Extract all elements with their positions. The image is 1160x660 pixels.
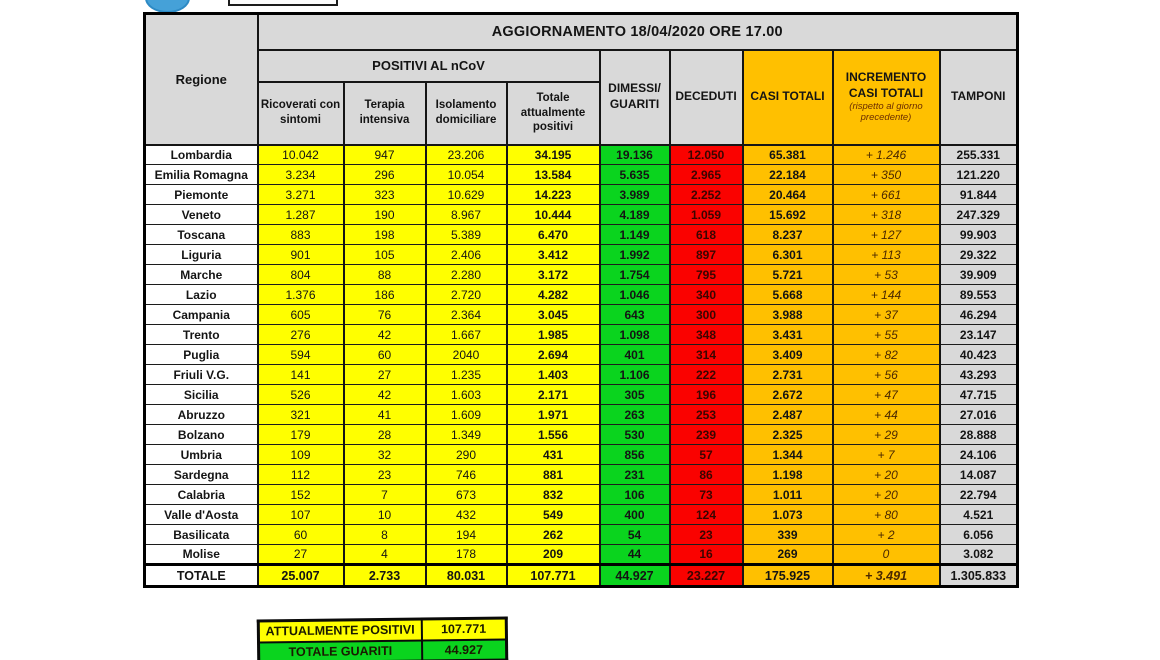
cell-casi-totali: 2.731 [743, 365, 833, 385]
legend-row-positivi [258, 618, 506, 642]
cell-terapia-intensiva: 8 [344, 525, 426, 545]
cell-totale-attualmente-positivi: 209 [507, 545, 600, 565]
cell-ricoverati-con-sintomi: 901 [258, 245, 344, 265]
cell-incremento-casi-totali: + 47 [833, 385, 940, 405]
cell-terapia-intensiva: 4 [344, 545, 426, 565]
cell-totale-attualmente-positivi: 1.985 [507, 325, 600, 345]
cell-deceduti: 2.965 [670, 165, 743, 185]
cropped-header-box [228, 0, 338, 6]
cell-tamponi: 23.147 [940, 325, 1018, 345]
cell-ricoverati-con-sintomi: 1.376 [258, 285, 344, 305]
column-header-deceduti: DECEDUTI [670, 50, 743, 145]
cell-ricoverati-con-sintomi: 321 [258, 405, 344, 425]
cell-terapia-intensiva: 76 [344, 305, 426, 325]
cell-casi-totali: 1.011 [743, 485, 833, 505]
cell-totale-attualmente-positivi: 1.403 [507, 365, 600, 385]
cell-terapia-intensiva: 7 [344, 485, 426, 505]
cell-ricoverati-con-sintomi: 605 [258, 305, 344, 325]
cell-casi-totali: 5.668 [743, 285, 833, 305]
cell-regione: Lombardia [145, 145, 258, 165]
cell-ricoverati-con-sintomi: 883 [258, 225, 344, 245]
cell-isolamento-domiciliare: 2.280 [426, 265, 507, 285]
cell-tamponi: 40.423 [940, 345, 1018, 365]
cell-dimessi-guariti: 400 [600, 505, 670, 525]
cell-totale-attualmente-positivi: 3.412 [507, 245, 600, 265]
cell-deceduti: 23 [670, 525, 743, 545]
cell-terapia-intensiva: 60 [344, 345, 426, 365]
cell-regione: Piemonte [145, 185, 258, 205]
cell-isolamento-domiciliare: 673 [426, 485, 507, 505]
cell-regione: Basilicata [145, 525, 258, 545]
cell-deceduti: 57 [670, 445, 743, 465]
total-cell-deceduti: 23.227 [670, 565, 743, 587]
legend-label-attualmente-positivi: ATTUALMENTE POSITIVI [258, 619, 421, 642]
cell-deceduti: 253 [670, 405, 743, 425]
cell-isolamento-domiciliare: 746 [426, 465, 507, 485]
cell-tamponi: 89.553 [940, 285, 1018, 305]
cell-isolamento-domiciliare: 2.720 [426, 285, 507, 305]
cell-casi-totali: 20.464 [743, 185, 833, 205]
region-row [145, 225, 1018, 245]
cell-isolamento-domiciliare: 178 [426, 545, 507, 565]
cell-tamponi: 29.322 [940, 245, 1018, 265]
column-header-totale-positivi: Totale attualmente positivi [507, 82, 600, 145]
cell-dimessi-guariti: 1.046 [600, 285, 670, 305]
cell-totale-attualmente-positivi: 3.172 [507, 265, 600, 285]
cell-casi-totali: 269 [743, 545, 833, 565]
cell-tamponi: 46.294 [940, 305, 1018, 325]
cell-deceduti: 618 [670, 225, 743, 245]
cell-incremento-casi-totali: + 20 [833, 465, 940, 485]
cell-regione: Sardegna [145, 465, 258, 485]
legend-row-guariti [259, 639, 507, 660]
cell-regione: Lazio [145, 285, 258, 305]
column-header-terapia-intensiva: Terapia intensiva [344, 82, 426, 145]
total-cell-casi-totali: 175.925 [743, 565, 833, 587]
column-header-incremento [833, 50, 940, 145]
cell-tamponi: 24.106 [940, 445, 1018, 465]
cell-incremento-casi-totali: + 53 [833, 265, 940, 285]
cell-incremento-casi-totali: + 37 [833, 305, 940, 325]
cell-tamponi: 43.293 [940, 365, 1018, 385]
cell-tamponi: 14.087 [940, 465, 1018, 485]
legend-value-attualmente-positivi: 107.771 [421, 618, 506, 640]
region-row [145, 525, 1018, 545]
region-row [145, 545, 1018, 565]
cell-dimessi-guariti: 1.106 [600, 365, 670, 385]
cell-incremento-casi-totali: + 113 [833, 245, 940, 265]
cell-dimessi-guariti: 1.992 [600, 245, 670, 265]
summary-legend [257, 616, 509, 660]
cell-deceduti: 314 [670, 345, 743, 365]
cell-deceduti: 86 [670, 465, 743, 485]
region-row [145, 305, 1018, 325]
cell-deceduti: 795 [670, 265, 743, 285]
cell-isolamento-domiciliare: 10.054 [426, 165, 507, 185]
cell-totale-attualmente-positivi: 2.694 [507, 345, 600, 365]
cell-isolamento-domiciliare: 290 [426, 445, 507, 465]
incremento-label: INCREMENTO CASI TOTALI [845, 69, 927, 100]
cell-deceduti: 300 [670, 305, 743, 325]
cell-regione: Marche [145, 265, 258, 285]
cell-incremento-casi-totali: 0 [833, 545, 940, 565]
cell-deceduti: 16 [670, 545, 743, 565]
cell-casi-totali: 339 [743, 525, 833, 545]
cell-casi-totali: 6.301 [743, 245, 833, 265]
cell-ricoverati-con-sintomi: 804 [258, 265, 344, 285]
cell-terapia-intensiva: 88 [344, 265, 426, 285]
cell-dimessi-guariti: 4.189 [600, 205, 670, 225]
cell-casi-totali: 3.409 [743, 345, 833, 365]
cell-incremento-casi-totali: + 44 [833, 405, 940, 425]
cell-deceduti: 348 [670, 325, 743, 345]
cell-terapia-intensiva: 28 [344, 425, 426, 445]
cell-ricoverati-con-sintomi: 1.287 [258, 205, 344, 225]
cell-casi-totali: 1.198 [743, 465, 833, 485]
cell-tamponi: 255.331 [940, 145, 1018, 165]
cell-regione: Emilia Romagna [145, 165, 258, 185]
cell-totale-attualmente-positivi: 10.444 [507, 205, 600, 225]
total-cell-tamponi: 1.305.833 [940, 565, 1018, 587]
cell-regione: Umbria [145, 445, 258, 465]
region-row [145, 385, 1018, 405]
cell-terapia-intensiva: 23 [344, 465, 426, 485]
cell-incremento-casi-totali: + 661 [833, 185, 940, 205]
cell-regione: Toscana [145, 225, 258, 245]
cell-isolamento-domiciliare: 194 [426, 525, 507, 545]
total-cell-regione: TOTALE [145, 565, 258, 587]
cell-ricoverati-con-sintomi: 526 [258, 385, 344, 405]
cell-isolamento-domiciliare: 23.206 [426, 145, 507, 165]
cell-casi-totali: 2.325 [743, 425, 833, 445]
region-row [145, 185, 1018, 205]
cell-ricoverati-con-sintomi: 10.042 [258, 145, 344, 165]
cell-dimessi-guariti: 1.754 [600, 265, 670, 285]
cell-ricoverati-con-sintomi: 141 [258, 365, 344, 385]
cell-ricoverati-con-sintomi: 3.234 [258, 165, 344, 185]
cell-totale-attualmente-positivi: 881 [507, 465, 600, 485]
cell-regione: Veneto [145, 205, 258, 225]
legend-value-totale-guariti: 44.927 [421, 639, 506, 660]
cell-terapia-intensiva: 41 [344, 405, 426, 425]
cell-totale-attualmente-positivi: 14.223 [507, 185, 600, 205]
column-header-ricoverati: Ricoverati con sintomi [258, 82, 344, 145]
cell-ricoverati-con-sintomi: 179 [258, 425, 344, 445]
cell-regione: Campania [145, 305, 258, 325]
cell-regione: Abruzzo [145, 405, 258, 425]
cell-totale-attualmente-positivi: 2.171 [507, 385, 600, 405]
cell-isolamento-domiciliare: 432 [426, 505, 507, 525]
cell-deceduti: 73 [670, 485, 743, 505]
cell-incremento-casi-totali: + 2 [833, 525, 940, 545]
cell-casi-totali: 15.692 [743, 205, 833, 225]
cell-terapia-intensiva: 186 [344, 285, 426, 305]
cell-ricoverati-con-sintomi: 109 [258, 445, 344, 465]
cell-tamponi: 3.082 [940, 545, 1018, 565]
cell-terapia-intensiva: 190 [344, 205, 426, 225]
cell-incremento-casi-totali: + 1.246 [833, 145, 940, 165]
cell-regione: Molise [145, 545, 258, 565]
cell-isolamento-domiciliare: 1.603 [426, 385, 507, 405]
cell-dimessi-guariti: 5.635 [600, 165, 670, 185]
cell-casi-totali: 8.237 [743, 225, 833, 245]
cell-incremento-casi-totali: + 7 [833, 445, 940, 465]
cell-deceduti: 222 [670, 365, 743, 385]
cell-isolamento-domiciliare: 8.967 [426, 205, 507, 225]
cell-regione: Calabria [145, 485, 258, 505]
cell-dimessi-guariti: 3.989 [600, 185, 670, 205]
cell-casi-totali: 5.721 [743, 265, 833, 285]
cell-casi-totali: 22.184 [743, 165, 833, 185]
region-row [145, 365, 1018, 385]
cell-terapia-intensiva: 42 [344, 325, 426, 345]
cell-casi-totali: 1.073 [743, 505, 833, 525]
cell-totale-attualmente-positivi: 262 [507, 525, 600, 545]
cell-tamponi: 4.521 [940, 505, 1018, 525]
region-row [145, 145, 1018, 165]
cell-ricoverati-con-sintomi: 3.271 [258, 185, 344, 205]
total-cell-terapia-intensiva: 2.733 [344, 565, 426, 587]
total-cell-isolamento-domiciliare: 80.031 [426, 565, 507, 587]
cell-totale-attualmente-positivi: 3.045 [507, 305, 600, 325]
cell-incremento-casi-totali: + 55 [833, 325, 940, 345]
cell-regione: Liguria [145, 245, 258, 265]
cell-dimessi-guariti: 643 [600, 305, 670, 325]
cell-regione: Valle d'Aosta [145, 505, 258, 525]
cell-ricoverati-con-sintomi: 60 [258, 525, 344, 545]
cell-tamponi: 247.329 [940, 205, 1018, 225]
cell-dimessi-guariti: 19.136 [600, 145, 670, 165]
cell-terapia-intensiva: 323 [344, 185, 426, 205]
region-row [145, 465, 1018, 485]
cell-terapia-intensiva: 32 [344, 445, 426, 465]
table-body [145, 145, 1018, 587]
cell-deceduti: 1.059 [670, 205, 743, 225]
cell-incremento-casi-totali: + 80 [833, 505, 940, 525]
cell-isolamento-domiciliare: 1.609 [426, 405, 507, 425]
cell-ricoverati-con-sintomi: 107 [258, 505, 344, 525]
cell-ricoverati-con-sintomi: 276 [258, 325, 344, 345]
cell-regione: Bolzano [145, 425, 258, 445]
cell-totale-attualmente-positivi: 549 [507, 505, 600, 525]
cell-dimessi-guariti: 401 [600, 345, 670, 365]
cell-dimessi-guariti: 530 [600, 425, 670, 445]
region-row [145, 265, 1018, 285]
region-row [145, 285, 1018, 305]
cell-incremento-casi-totali: + 82 [833, 345, 940, 365]
total-cell-dimessi-guariti: 44.927 [600, 565, 670, 587]
cell-regione: Puglia [145, 345, 258, 365]
incremento-sublabel: (rispetto al giorno precedente) [849, 101, 923, 124]
cell-totale-attualmente-positivi: 832 [507, 485, 600, 505]
cell-isolamento-domiciliare: 2.406 [426, 245, 507, 265]
region-row [145, 425, 1018, 445]
cell-dimessi-guariti: 54 [600, 525, 670, 545]
cell-deceduti: 124 [670, 505, 743, 525]
total-cell-incremento-casi-totali: + 3.491 [833, 565, 940, 587]
cell-incremento-casi-totali: + 20 [833, 485, 940, 505]
cell-dimessi-guariti: 231 [600, 465, 670, 485]
cell-tamponi: 99.903 [940, 225, 1018, 245]
cell-isolamento-domiciliare: 1.349 [426, 425, 507, 445]
region-row [145, 345, 1018, 365]
cell-incremento-casi-totali: + 350 [833, 165, 940, 185]
cell-casi-totali: 3.988 [743, 305, 833, 325]
cell-deceduti: 340 [670, 285, 743, 305]
cell-isolamento-domiciliare: 5.389 [426, 225, 507, 245]
cell-totale-attualmente-positivi: 34.195 [507, 145, 600, 165]
cell-ricoverati-con-sintomi: 152 [258, 485, 344, 505]
cell-totale-attualmente-positivi: 13.584 [507, 165, 600, 185]
cell-regione: Trento [145, 325, 258, 345]
cell-terapia-intensiva: 42 [344, 385, 426, 405]
cell-terapia-intensiva: 296 [344, 165, 426, 185]
cell-isolamento-domiciliare: 2.364 [426, 305, 507, 325]
cell-deceduti: 897 [670, 245, 743, 265]
total-row [145, 565, 1018, 587]
cell-deceduti: 12.050 [670, 145, 743, 165]
cell-terapia-intensiva: 27 [344, 365, 426, 385]
region-row [145, 405, 1018, 425]
cell-isolamento-domiciliare: 1.235 [426, 365, 507, 385]
cell-dimessi-guariti: 263 [600, 405, 670, 425]
cell-tamponi: 121.220 [940, 165, 1018, 185]
total-cell-ricoverati-con-sintomi: 25.007 [258, 565, 344, 587]
cell-dimessi-guariti: 305 [600, 385, 670, 405]
cell-totale-attualmente-positivi: 4.282 [507, 285, 600, 305]
update-banner: AGGIORNAMENTO 18/04/2020 ORE 17.00 [258, 14, 1018, 50]
cell-terapia-intensiva: 10 [344, 505, 426, 525]
region-row [145, 165, 1018, 185]
cell-ricoverati-con-sintomi: 594 [258, 345, 344, 365]
cell-casi-totali: 2.672 [743, 385, 833, 405]
region-row [145, 445, 1018, 465]
cell-totale-attualmente-positivi: 1.971 [507, 405, 600, 425]
cell-incremento-casi-totali: + 127 [833, 225, 940, 245]
cell-terapia-intensiva: 947 [344, 145, 426, 165]
legend-label-totale-guariti: TOTALE GUARITI [259, 640, 422, 660]
cell-totale-attualmente-positivi: 431 [507, 445, 600, 465]
cell-dimessi-guariti: 44 [600, 545, 670, 565]
covid-region-table [143, 12, 1019, 588]
cell-terapia-intensiva: 105 [344, 245, 426, 265]
cell-tamponi: 22.794 [940, 485, 1018, 505]
cell-casi-totali: 1.344 [743, 445, 833, 465]
region-row [145, 205, 1018, 225]
cell-deceduti: 2.252 [670, 185, 743, 205]
cell-dimessi-guariti: 856 [600, 445, 670, 465]
region-row [145, 485, 1018, 505]
region-row [145, 325, 1018, 345]
region-row [145, 505, 1018, 525]
cell-tamponi: 28.888 [940, 425, 1018, 445]
region-row [145, 245, 1018, 265]
cell-deceduti: 196 [670, 385, 743, 405]
cell-tamponi: 27.016 [940, 405, 1018, 425]
column-header-casi-totali: CASI TOTALI [743, 50, 833, 145]
cell-tamponi: 39.909 [940, 265, 1018, 285]
cell-totale-attualmente-positivi: 6.470 [507, 225, 600, 245]
cell-tamponi: 91.844 [940, 185, 1018, 205]
column-header-isolamento: Isolamento domiciliare [426, 82, 507, 145]
cell-isolamento-domiciliare: 10.629 [426, 185, 507, 205]
cell-tamponi: 47.715 [940, 385, 1018, 405]
cell-deceduti: 239 [670, 425, 743, 445]
cell-incremento-casi-totali: + 29 [833, 425, 940, 445]
column-header-regione: Regione [145, 14, 258, 145]
cell-casi-totali: 3.431 [743, 325, 833, 345]
column-header-dimessi-guariti: DIMESSI/ GUARITI [600, 50, 670, 145]
cell-totale-attualmente-positivi: 1.556 [507, 425, 600, 445]
cell-ricoverati-con-sintomi: 27 [258, 545, 344, 565]
cell-dimessi-guariti: 1.149 [600, 225, 670, 245]
cell-regione: Friuli V.G. [145, 365, 258, 385]
cell-incremento-casi-totali: + 56 [833, 365, 940, 385]
cell-casi-totali: 2.487 [743, 405, 833, 425]
cell-ricoverati-con-sintomi: 112 [258, 465, 344, 485]
cell-tamponi: 6.056 [940, 525, 1018, 545]
column-header-tamponi: TAMPONI [940, 50, 1018, 145]
cell-dimessi-guariti: 1.098 [600, 325, 670, 345]
cell-regione: Sicilia [145, 385, 258, 405]
column-group-positivi: POSITIVI AL nCoV [258, 50, 600, 82]
cell-isolamento-domiciliare: 2040 [426, 345, 507, 365]
cell-terapia-intensiva: 198 [344, 225, 426, 245]
total-cell-totale-attualmente-positivi: 107.771 [507, 565, 600, 587]
cell-casi-totali: 65.381 [743, 145, 833, 165]
cell-dimessi-guariti: 106 [600, 485, 670, 505]
cell-incremento-casi-totali: + 144 [833, 285, 940, 305]
cell-incremento-casi-totali: + 318 [833, 205, 940, 225]
cell-isolamento-domiciliare: 1.667 [426, 325, 507, 345]
